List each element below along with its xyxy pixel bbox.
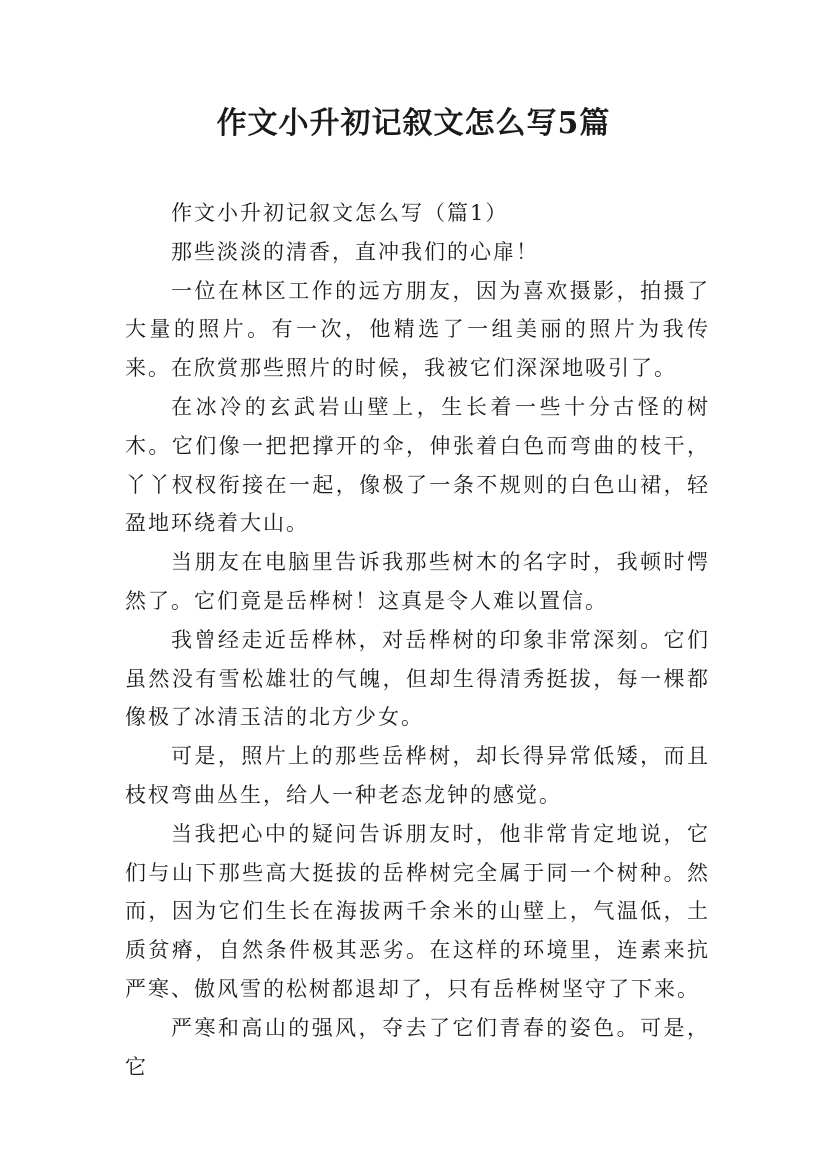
document-body xyxy=(125,194,710,1086)
paragraph: 那些淡淡的清香，直冲我们的心扉！ xyxy=(171,239,539,264)
paragraph: 严寒和高山的强风，夺去了它们青春的姿色。可是，它 xyxy=(125,1015,710,1079)
paragraph: 在冰冷的玄武岩山壁上，生长着一些十分古怪的树木。它们像一把把撑开的伞，伸张着白色而弯曲的枝干，丫丫杈杈衔接在一起，像极了一条不规则的白色山裙，轻盈地环绕着大山。 xyxy=(125,394,710,536)
paragraph: 我曾经走近岳桦林，对岳桦树的印象非常深刻。它们虽然没有雪松雄壮的气魄，但却生得清秀挺拔，每一棵都像极了冰清玉洁的北方少女。 xyxy=(125,627,710,730)
paragraph: 一位在林区工作的远方朋友，因为喜欢摄影，拍摄了大量的照片。有一次，他精选了一组美丽的照片为我传来。在欣赏那些照片的时候，我被它们深深地吸引了。 xyxy=(125,278,710,381)
paragraph: 当我把心中的疑问告诉朋友时，他非常肯定地说，它们与山下那些高大挺拔的岳桦树完全属于同一个树种。然而，因为它们生长在海拔两千余米的山壁上，气温低，土质贫瘠，自然条件极其恶劣。在这样的环境里，连素来抗严寒、傲风雪的松树都退却了，只有岳桦树坚守了下来。 xyxy=(125,821,710,1001)
section-heading: 作文小升初记叙文怎么写（篇1） xyxy=(171,201,509,225)
paragraph: 当朋友在电脑里告诉我那些树木的名字时，我顿时愕然了。它们竟是岳桦树！这真是令人难以置信。 xyxy=(125,550,710,613)
paragraph: 可是，照片上的那些岳桦树，却长得异常低矮，而且枝杈弯曲丛生，给人一种老态龙钟的感觉。 xyxy=(125,744,710,807)
document-title: 作文小升初记叙文怎么写5篇 xyxy=(216,106,611,141)
